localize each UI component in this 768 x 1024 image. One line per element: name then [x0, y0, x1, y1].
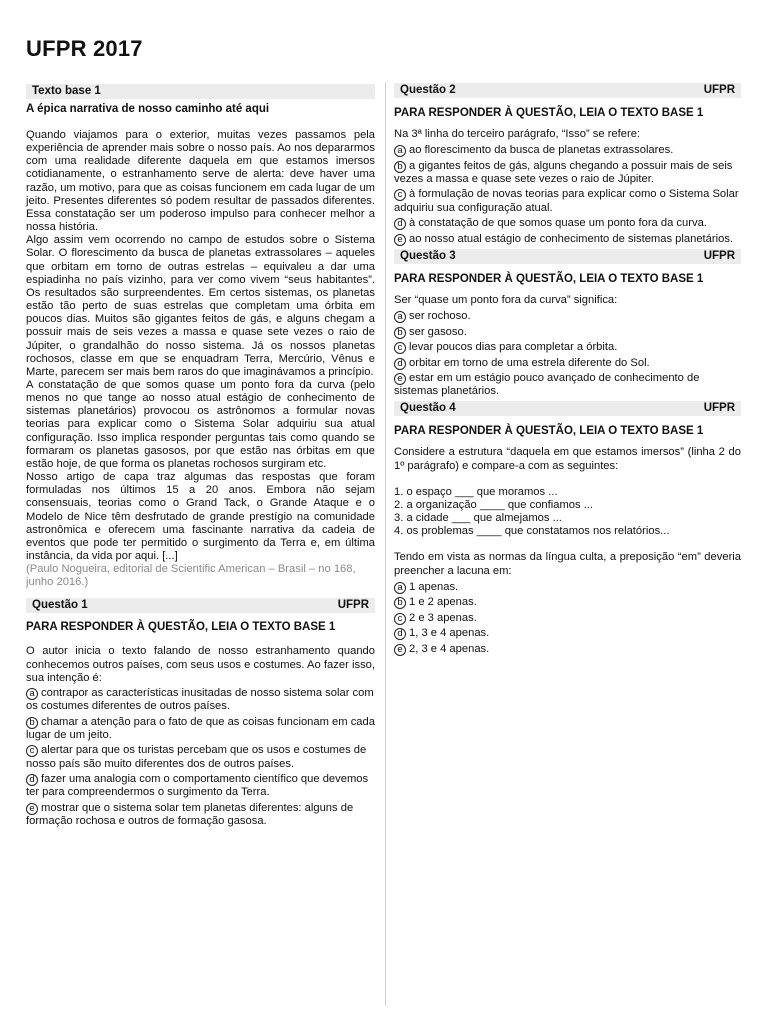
option-letter: d — [394, 358, 406, 370]
option-text: ao florescimento da busca de planetas extrassolares. — [409, 144, 674, 157]
option-text: ser rochoso. — [409, 309, 471, 322]
question-4-stem: Considere a estrutura “daquela em que estamos imersos” (linha 2 do 1º parágrafo) e compare-a com as seguintes: — [394, 446, 741, 472]
option-text: estar em um estágio pouco avançado de conhecimento de sistemas planetários. — [394, 372, 700, 398]
option-text: a gigantes feitos de gás, alguns chegando a possuir mais de seis vezes a massa e quase sete vezes o raio de Júpiter. — [394, 159, 733, 185]
q3-option-d[interactable] — [394, 357, 741, 370]
question-1-label: Questão 1 — [32, 599, 88, 612]
option-letter: e — [394, 234, 406, 246]
q2-option-b[interactable] — [394, 160, 741, 186]
option-text: alertar para que os turistas percebam que os usos e costumes de nosso país são muito diferentes dos de outros países. — [26, 744, 367, 770]
question-2-instruction: PARA RESPONDER À QUESTÃO, LEIA O TEXTO BASE 1 — [394, 107, 704, 119]
option-letter: e — [394, 644, 406, 656]
list-item: 3. a cidade ___ que almejamos ... — [394, 512, 562, 525]
option-text: à constatação de que somos quase um ponto fora da curva. — [409, 217, 707, 230]
question-1-instruction: PARA RESPONDER À QUESTÃO, LEIA O TEXTO BASE 1 — [26, 621, 336, 634]
texto-base-title: A épica narrativa de nosso caminho até aqui — [26, 103, 270, 115]
q1-option-a[interactable] — [26, 687, 375, 713]
option-letter: e — [26, 803, 38, 815]
q1-option-c[interactable] — [26, 744, 375, 770]
question-1-stem: O autor inicia o texto falando de nosso estranhamento quando conhecemos outros países, com seus usos e costumes. Ao fazer isso, sua intenção é: — [26, 645, 375, 684]
paragraph-1: Quando viajamos para o exterior, muitas vezes passamos pela experiência de aprender mais sobre o nosso país. Ao nos depararmos com uma realidade diferente daquela em que estamos imersos cotidianamente, o estranhamento serve de alerta: deve haver uma razão, um motivo, para que as coisas funcionem em cada lugar de um jeito. Presentes diferentes só podem resultar de passados diferentes. Essa constatação ser um poderoso impulso para conhecer melhor a nossa história. — [26, 129, 375, 234]
paragraph-3: A constatação de que somos quase um ponto fora da curva (pelo menos no que tange ao nosso atual estágio de conhecimento de sistemas planetários) provocou os astrônomos a formular novas teorias para explicar como o Sistema Solar adquiriu sua atual configuração. Isso implica responder perguntas tais como quando se formaram os planetas gasosos, por que estão nas órbitas em que estão hoje, de que forma os planetas rochosos surgiram etc. — [26, 378, 375, 470]
option-text: ser gasoso. — [409, 325, 467, 338]
paragraph-2: Algo assim vem ocorrendo no campo de estudos sobre o Sistema Solar. O florescimento da busca de planetas extrassolares – aqueles que orbitam em torno de outras estrelas – equivaleu a dar uma espiadinha no país vizinho, para ver como vivem “seus habitantes”. Os resultados são surpreendentes. Em certos sistemas, os planetas estão tão perto de suas estrelas que completam uma órbita em poucos dias. Muitos são gigantes feitos de gás, e alguns chegam a possuir mais de seis vezes a massa e quase sete vezes o raio de Júpiter, o grandalhão do nosso sistema. Já os nossos planetas rochosos, classe em que se enquadram Terra, Mercúrio, Vênus e Marte, parecem ser mais bem raros do que imaginávamos a princípio. — [26, 234, 375, 378]
question-3-header — [394, 249, 741, 264]
q2-option-e[interactable] — [394, 233, 741, 246]
q3-option-e[interactable] — [394, 372, 741, 398]
option-letter: e — [394, 373, 406, 385]
option-letter: b — [394, 597, 406, 609]
q4-option-c[interactable] — [394, 612, 741, 625]
option-text: 1 e 2 apenas. — [409, 596, 477, 609]
list-item: 2. a organização ____ que confiamos ... — [394, 498, 594, 511]
option-letter: b — [394, 327, 406, 339]
citation: (Paulo Nogueira, editorial de Scientific American – Brasil – no 168, junho 2016.) — [26, 563, 356, 589]
question-4-source: UFPR — [703, 402, 735, 415]
option-text: chamar a atenção para o fato de que as coisas funcionam em cada lugar de um jeito. — [26, 715, 375, 741]
question-1-header — [26, 598, 375, 613]
q1-option-d[interactable] — [26, 773, 375, 799]
option-text: ao nosso atual estágio de conhecimento de sistemas planetários. — [409, 232, 734, 245]
question-2-stem: Na 3ª linha do terceiro parágrafo, “Isso” se refere: — [394, 128, 641, 140]
list-item: 1. o espaço ___ que moramos ... — [394, 485, 558, 498]
option-text: fazer uma analogia com o comportamento científico que devemos ter para compreendermos o surgimento da Terra. — [26, 773, 369, 799]
q1-option-b[interactable] — [26, 716, 375, 742]
option-letter: c — [394, 189, 406, 201]
question-2-source: UFPR — [703, 84, 735, 96]
option-letter: b — [394, 161, 406, 173]
page-title: UFPR 2017 — [26, 36, 143, 61]
question-3-instruction: PARA RESPONDER À QUESTÃO, LEIA O TEXTO BASE 1 — [394, 272, 704, 285]
question-3-label: Questão 3 — [400, 249, 456, 262]
q4-option-a[interactable] — [394, 581, 741, 594]
option-text: 2, 3 e 4 apenas. — [409, 642, 490, 655]
option-letter: c — [394, 613, 406, 625]
question-4-header — [394, 401, 741, 416]
left-column — [26, 82, 375, 830]
paragraph-4: Nosso artigo de capa traz algumas das respostas que foram formuladas nos últimos 15 a 20 anos. Embora não sejam consensuais, teorias como o Grand Tack, o Grande Ataque e o Modelo de Nice têm desfrutado de grande prestígio na comunidade astronômica e oferecem uma fascinante narrativa da cadeia de eventos que pode ter permitido o surgimento da Terra e, em última instância, da vida por aqui. [...] — [26, 471, 375, 562]
option-letter: d — [394, 628, 406, 640]
q3-option-b[interactable] — [394, 326, 741, 339]
question-1-source: UFPR — [337, 599, 369, 612]
texto-base-header — [26, 84, 375, 99]
option-text: 1 apenas. — [409, 580, 459, 593]
question-4-list — [394, 486, 741, 539]
question-2-header — [394, 83, 741, 98]
q1-option-e[interactable] — [26, 802, 375, 828]
question-3-source: UFPR — [703, 249, 735, 262]
option-letter: a — [394, 582, 406, 594]
q4-option-e[interactable] — [394, 643, 741, 656]
q4-option-b[interactable] — [394, 596, 741, 609]
question-2-label: Questão 2 — [400, 84, 456, 96]
option-text: 1, 3 e 4 apenas. — [409, 627, 490, 640]
q3-option-a[interactable] — [394, 310, 741, 323]
q4-option-d[interactable] — [394, 627, 741, 640]
option-text: levar poucos dias para completar a órbita. — [409, 341, 618, 354]
option-letter: d — [394, 218, 406, 230]
option-letter: a — [26, 688, 38, 700]
q2-option-d[interactable] — [394, 217, 741, 230]
option-text: à formulação de novas teorias para explicar como o Sistema Solar adquiriu sua configuração atual. — [394, 188, 739, 214]
option-letter: b — [26, 717, 38, 729]
right-column — [394, 82, 741, 658]
question-4-label: Questão 4 — [400, 402, 456, 415]
option-letter: c — [26, 745, 38, 757]
q2-option-c[interactable] — [394, 188, 741, 214]
option-letter: c — [394, 342, 406, 354]
option-text: 2 e 3 apenas. — [409, 611, 477, 624]
option-letter: d — [26, 774, 38, 786]
option-text: mostrar que o sistema solar tem planetas diferentes: alguns de formação rochosa e outros de formação gasosa. — [26, 801, 354, 827]
question-4-instruction: PARA RESPONDER À QUESTÃO, LEIA O TEXTO BASE 1 — [394, 425, 704, 438]
q3-option-c[interactable] — [394, 341, 741, 354]
question-4-stem-2: Tendo em vista as normas da língua culta, a preposição “em” deveria preencher a lacuna em: — [394, 551, 741, 577]
list-item: 4. os problemas ____ que constatamos nos relatórios... — [394, 525, 670, 538]
texto-base-label: Texto base 1 — [32, 85, 101, 97]
question-3-stem: Ser “quase um ponto fora da curva” significa: — [394, 293, 618, 306]
option-letter: a — [394, 145, 406, 157]
option-letter: a — [394, 311, 406, 323]
option-text: orbitar em torno de uma estrela diferente do Sol. — [409, 356, 650, 369]
option-text: contrapor as características inusitadas de nosso sistema solar com os costumes diferentes de outros países. — [26, 686, 374, 713]
q2-option-a[interactable] — [394, 144, 741, 157]
column-divider — [385, 82, 386, 1006]
